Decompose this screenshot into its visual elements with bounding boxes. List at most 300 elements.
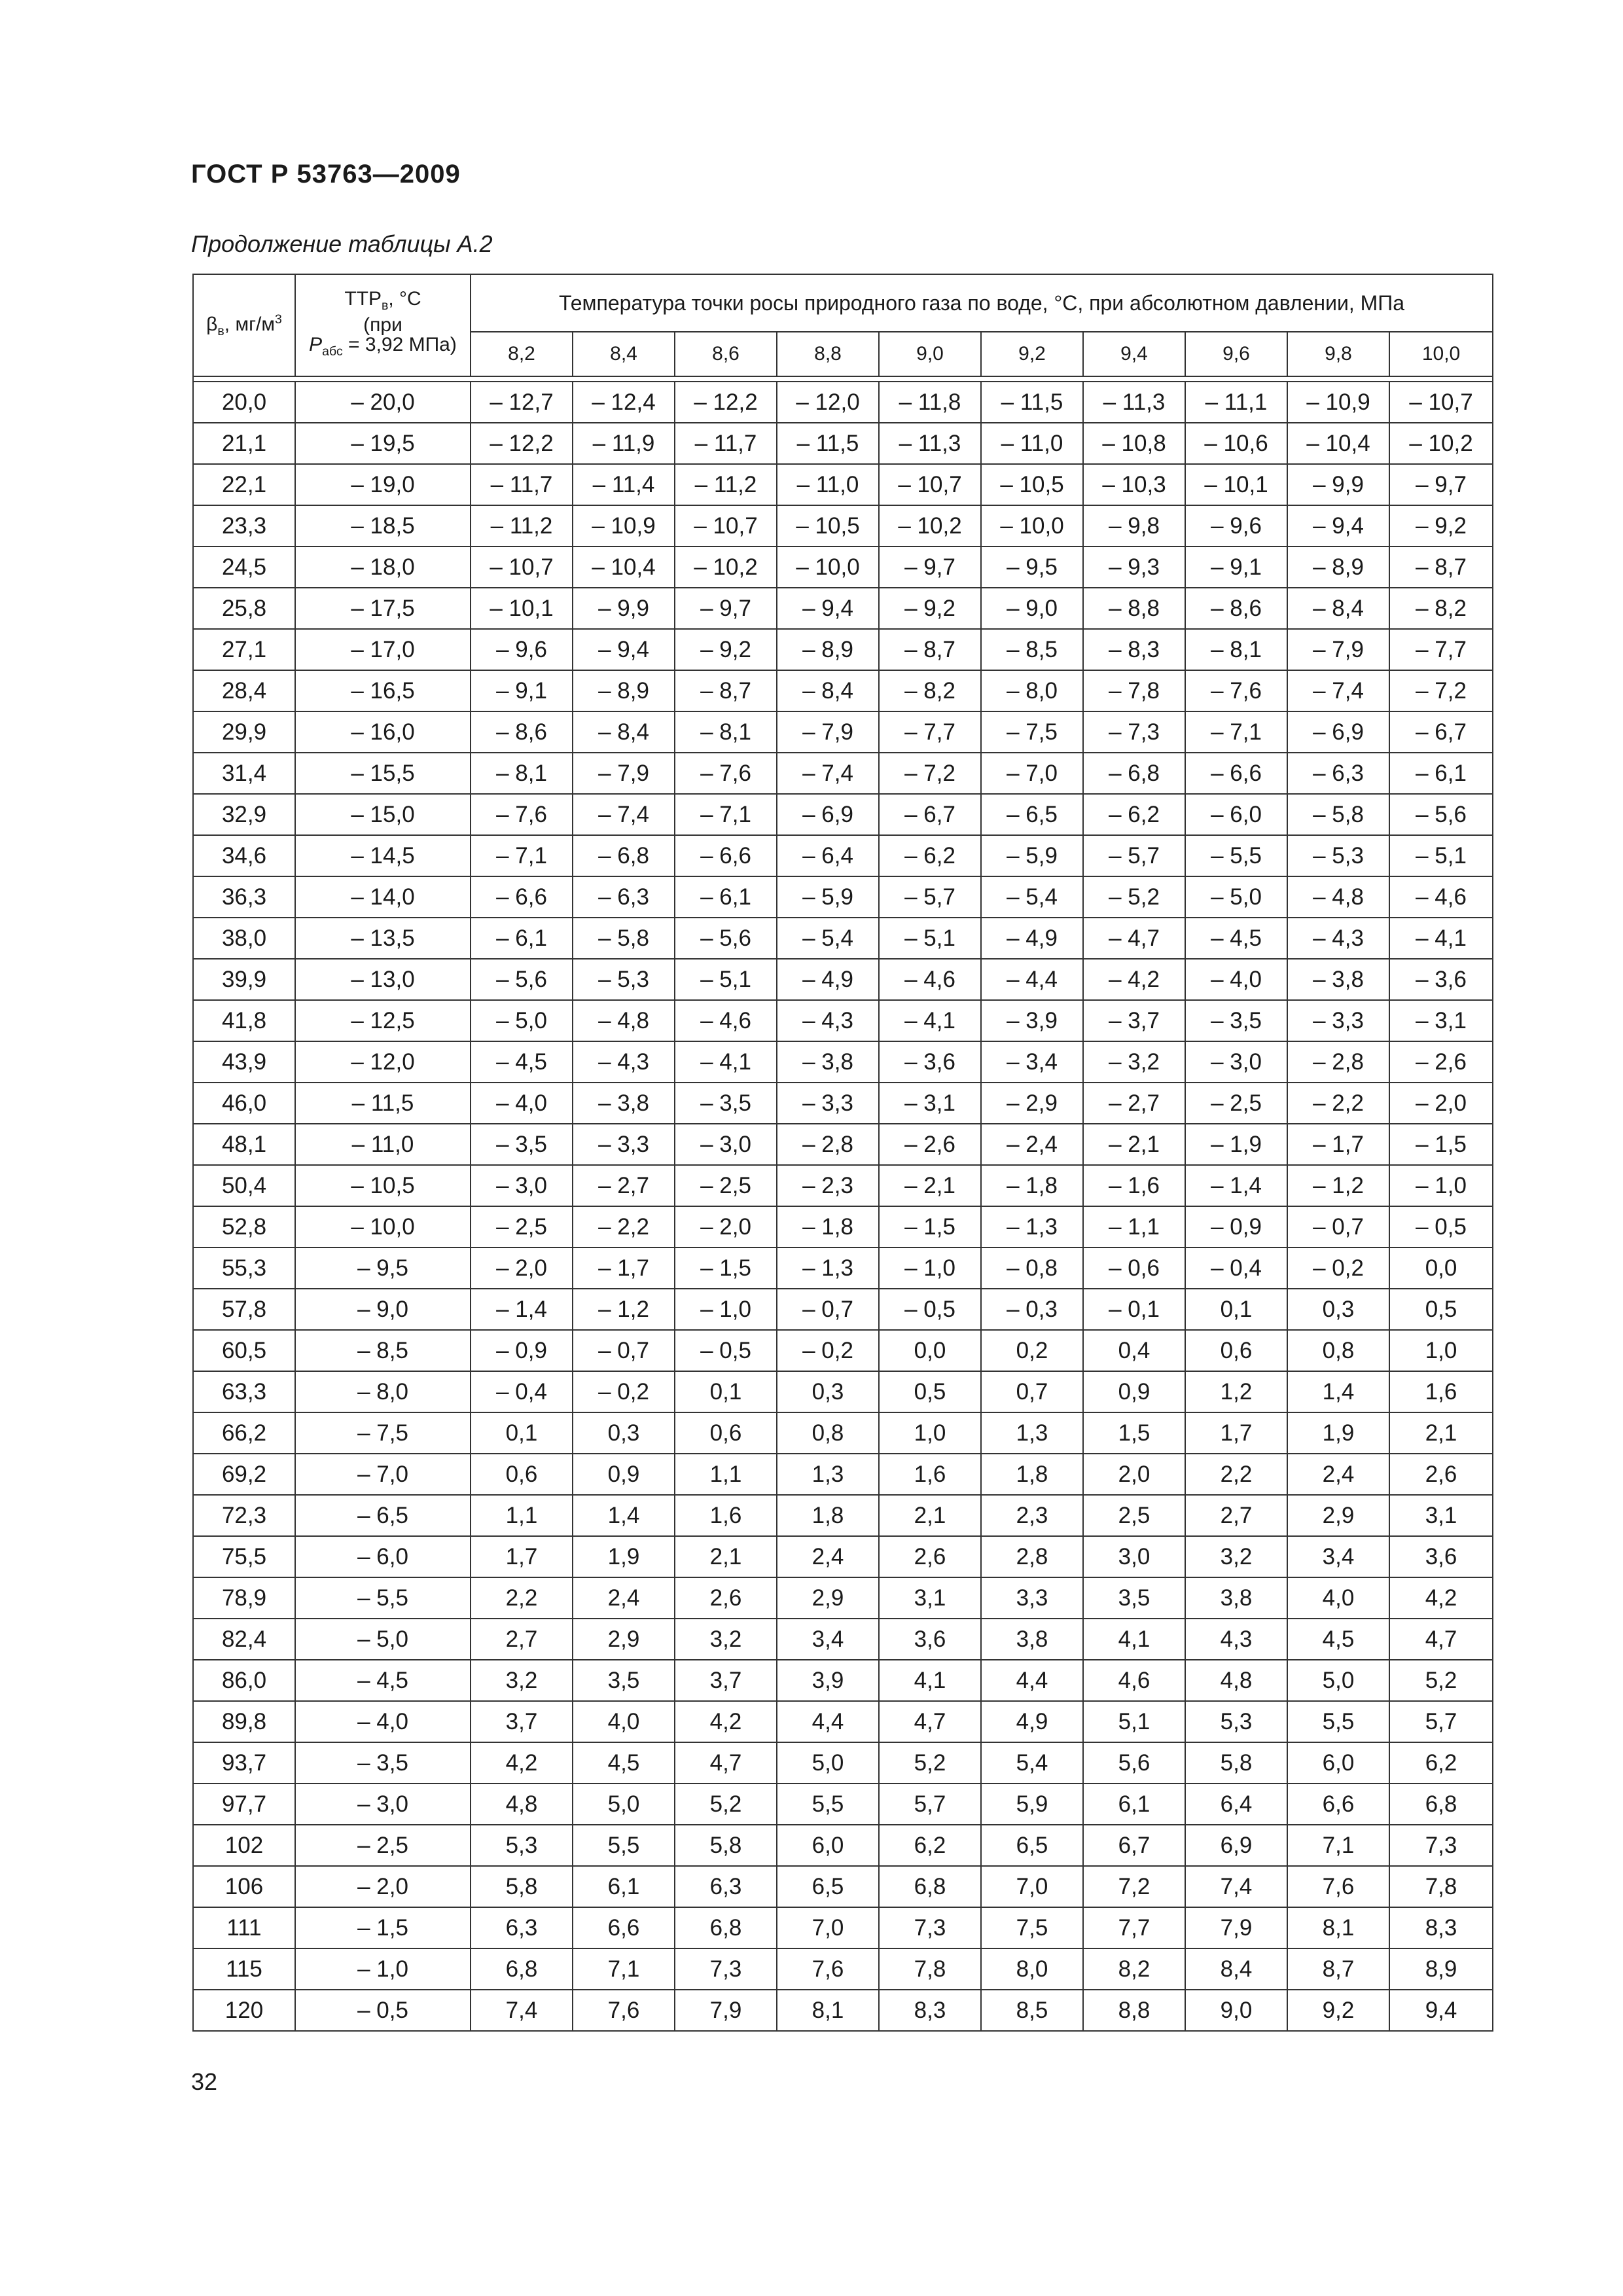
cell-dew-point: 4,8 [471, 1784, 573, 1825]
cell-dew-point: – 7,4 [777, 753, 879, 794]
cell-moisture: 69,2 [193, 1454, 295, 1495]
header-pressure: 8,6 [675, 332, 777, 376]
cell-dew-point: – 11,3 [1083, 382, 1185, 423]
cell-dew-point: – 9,2 [675, 629, 777, 670]
cell-dew-point: 2,2 [1185, 1454, 1287, 1495]
header-dew-point-reference: $ТТР_в$, °С (при $P_{абс} = 3,92$ МПа) [295, 274, 471, 376]
cell-dew-point: – 2,6 [1389, 1041, 1493, 1083]
cell-dew-point: 7,0 [981, 1866, 1083, 1907]
cell-moisture: 31,4 [193, 753, 295, 794]
cell-dew-point: – 3,5 [1185, 1000, 1287, 1041]
cell-dew-point-ref: – 5,5 [295, 1577, 471, 1619]
cell-dew-point: 6,2 [1389, 1742, 1493, 1784]
cell-dew-point-ref: – 8,0 [295, 1371, 471, 1412]
cell-dew-point: – 9,3 [1083, 547, 1185, 588]
cell-moisture: 93,7 [193, 1742, 295, 1784]
cell-dew-point: 4,8 [1185, 1660, 1287, 1701]
cell-dew-point: 0,5 [1389, 1289, 1493, 1330]
cell-moisture: 48,1 [193, 1124, 295, 1165]
cell-moisture: 78,9 [193, 1577, 295, 1619]
cell-dew-point: – 7,1 [1185, 711, 1287, 753]
cell-dew-point: 0,6 [1185, 1330, 1287, 1371]
cell-dew-point: – 3,5 [471, 1124, 573, 1165]
cell-dew-point: 2,6 [879, 1536, 981, 1577]
cell-dew-point: 6,0 [777, 1825, 879, 1866]
cell-dew-point: 0,2 [981, 1330, 1083, 1371]
cell-dew-point: – 3,9 [981, 1000, 1083, 1041]
cell-dew-point: – 1,4 [471, 1289, 573, 1330]
cell-dew-point: – 6,2 [879, 835, 981, 876]
cell-dew-point: 0,3 [777, 1371, 879, 1412]
cell-dew-point: 8,2 [1083, 1948, 1185, 1990]
cell-dew-point: 2,9 [1287, 1495, 1389, 1536]
cell-dew-point: 9,4 [1389, 1990, 1493, 2031]
cell-dew-point: – 9,7 [675, 588, 777, 629]
cell-dew-point: – 8,4 [1287, 588, 1389, 629]
cell-dew-point: – 6,6 [675, 835, 777, 876]
cell-dew-point: – 8,9 [777, 629, 879, 670]
table-row [193, 1289, 1493, 1330]
cell-dew-point: – 4,0 [471, 1083, 573, 1124]
cell-dew-point: 3,0 [1083, 1536, 1185, 1577]
cell-dew-point-ref: – 2,5 [295, 1825, 471, 1866]
cell-dew-point: – 10,2 [675, 547, 777, 588]
header-pressure: 9,8 [1287, 332, 1389, 376]
cell-dew-point: – 5,6 [675, 918, 777, 959]
cell-dew-point: 6,8 [879, 1866, 981, 1907]
cell-dew-point: – 0,1 [1083, 1289, 1185, 1330]
cell-dew-point: 4,7 [1389, 1619, 1493, 1660]
table-row [193, 1907, 1493, 1948]
cell-dew-point: – 4,6 [1389, 876, 1493, 918]
cell-dew-point: – 8,6 [471, 711, 573, 753]
cell-dew-point: 7,5 [981, 1907, 1083, 1948]
cell-dew-point: – 10,9 [1287, 382, 1389, 423]
cell-moisture: 29,9 [193, 711, 295, 753]
cell-dew-point: – 3,8 [777, 1041, 879, 1083]
cell-dew-point: 8,1 [777, 1990, 879, 2031]
cell-dew-point: – 1,3 [981, 1206, 1083, 1247]
cell-dew-point: 2,9 [573, 1619, 675, 1660]
cell-dew-point: – 10,0 [777, 547, 879, 588]
cell-dew-point: – 11,2 [471, 505, 573, 547]
cell-dew-point: – 2,6 [879, 1124, 981, 1165]
cell-dew-point: – 6,4 [777, 835, 879, 876]
cell-dew-point: – 5,0 [471, 1000, 573, 1041]
table-row [193, 588, 1493, 629]
cell-dew-point: 0,0 [1389, 1247, 1493, 1289]
cell-dew-point-ref: – 18,5 [295, 505, 471, 547]
cell-dew-point: – 4,0 [1185, 959, 1287, 1000]
cell-dew-point: – 3,0 [675, 1124, 777, 1165]
cell-dew-point: 7,4 [471, 1990, 573, 2031]
header-pressure-group: Температура точки росы природного газа по воде, °С, при абсолютном давлении, МПа [471, 274, 1493, 332]
table-row [193, 959, 1493, 1000]
cell-dew-point: – 4,9 [981, 918, 1083, 959]
cell-dew-point: 7,8 [879, 1948, 981, 1990]
cell-dew-point: – 8,1 [471, 753, 573, 794]
cell-dew-point: – 4,5 [471, 1041, 573, 1083]
cell-dew-point: 7,9 [1185, 1907, 1287, 1948]
cell-dew-point: – 7,6 [675, 753, 777, 794]
cell-dew-point-ref: – 10,5 [295, 1165, 471, 1206]
table-row [193, 464, 1493, 505]
cell-dew-point: – 4,7 [1083, 918, 1185, 959]
cell-dew-point-ref: – 9,5 [295, 1247, 471, 1289]
table-row [193, 1990, 1493, 2031]
cell-moisture: 46,0 [193, 1083, 295, 1124]
cell-dew-point: – 1,9 [1185, 1124, 1287, 1165]
cell-dew-point: – 1,2 [573, 1289, 675, 1330]
table-row [193, 1701, 1493, 1742]
table-row [193, 1454, 1493, 1495]
cell-dew-point: 6,9 [1185, 1825, 1287, 1866]
cell-dew-point: 0,8 [1287, 1330, 1389, 1371]
cell-dew-point: – 9,4 [573, 629, 675, 670]
table-row [193, 1000, 1493, 1041]
cell-dew-point: 8,3 [1389, 1907, 1493, 1948]
table-row [193, 1577, 1493, 1619]
cell-dew-point: 7,2 [1083, 1866, 1185, 1907]
cell-dew-point: 6,7 [1083, 1825, 1185, 1866]
cell-dew-point: 3,3 [981, 1577, 1083, 1619]
cell-dew-point: – 11,2 [675, 464, 777, 505]
cell-dew-point: – 10,7 [675, 505, 777, 547]
cell-dew-point: – 0,9 [1185, 1206, 1287, 1247]
cell-dew-point: 5,6 [1083, 1742, 1185, 1784]
cell-dew-point: – 5,1 [675, 959, 777, 1000]
cell-dew-point: – 2,2 [573, 1206, 675, 1247]
cell-dew-point: 0,0 [879, 1330, 981, 1371]
cell-dew-point: – 6,5 [981, 794, 1083, 835]
cell-dew-point: 6,3 [675, 1866, 777, 1907]
cell-dew-point-ref: – 16,0 [295, 711, 471, 753]
cell-dew-point: – 10,6 [1185, 423, 1287, 464]
cell-dew-point: 5,0 [777, 1742, 879, 1784]
cell-dew-point: 5,7 [1389, 1701, 1493, 1742]
table-row [193, 794, 1493, 835]
cell-dew-point: – 7,0 [981, 753, 1083, 794]
cell-dew-point: 0,1 [471, 1412, 573, 1454]
cell-moisture: 28,4 [193, 670, 295, 711]
cell-dew-point: 1,8 [981, 1454, 1083, 1495]
cell-dew-point: – 6,9 [1287, 711, 1389, 753]
cell-moisture: 63,3 [193, 1371, 295, 1412]
cell-dew-point: – 12,2 [471, 423, 573, 464]
cell-dew-point: 1,1 [675, 1454, 777, 1495]
cell-dew-point: – 2,5 [471, 1206, 573, 1247]
cell-dew-point: 6,6 [573, 1907, 675, 1948]
cell-dew-point: – 8,7 [1389, 547, 1493, 588]
cell-dew-point-ref: – 18,0 [295, 547, 471, 588]
cell-dew-point: 5,5 [1287, 1701, 1389, 1742]
cell-dew-point: – 0,7 [777, 1289, 879, 1330]
cell-dew-point: – 7,8 [1083, 670, 1185, 711]
cell-dew-point: 7,8 [1389, 1866, 1493, 1907]
cell-dew-point-ref: – 14,0 [295, 876, 471, 918]
cell-dew-point: – 3,5 [675, 1083, 777, 1124]
cell-dew-point: 3,7 [471, 1701, 573, 1742]
cell-dew-point: 3,5 [573, 1660, 675, 1701]
cell-dew-point: 0,3 [1287, 1289, 1389, 1330]
table-row [193, 1330, 1493, 1371]
cell-dew-point: – 1,5 [1389, 1124, 1493, 1165]
cell-dew-point: – 2,7 [1083, 1083, 1185, 1124]
cell-dew-point: 6,2 [879, 1825, 981, 1866]
cell-dew-point: 6,1 [573, 1866, 675, 1907]
cell-dew-point-ref: – 20,0 [295, 382, 471, 423]
cell-dew-point: – 8,1 [1185, 629, 1287, 670]
cell-dew-point: – 4,1 [879, 1000, 981, 1041]
cell-dew-point-ref: – 2,0 [295, 1866, 471, 1907]
cell-dew-point: – 5,8 [573, 918, 675, 959]
cell-dew-point: 3,2 [1185, 1536, 1287, 1577]
cell-dew-point: – 0,5 [675, 1330, 777, 1371]
cell-moisture: 66,2 [193, 1412, 295, 1454]
cell-dew-point: 3,9 [777, 1660, 879, 1701]
cell-dew-point: – 4,8 [1287, 876, 1389, 918]
cell-dew-point: – 2,8 [1287, 1041, 1389, 1083]
table-row [193, 1742, 1493, 1784]
cell-dew-point: 3,1 [879, 1577, 981, 1619]
cell-dew-point: – 4,4 [981, 959, 1083, 1000]
cell-dew-point: 5,0 [1287, 1660, 1389, 1701]
cell-dew-point: 4,5 [573, 1742, 675, 1784]
cell-dew-point: 5,2 [675, 1784, 777, 1825]
cell-dew-point: – 5,4 [981, 876, 1083, 918]
cell-dew-point: – 3,3 [1287, 1000, 1389, 1041]
cell-dew-point: – 10,5 [981, 464, 1083, 505]
cell-dew-point: 3,4 [1287, 1536, 1389, 1577]
cell-dew-point: – 9,8 [1083, 505, 1185, 547]
cell-dew-point-ref: – 19,5 [295, 423, 471, 464]
cell-moisture: 86,0 [193, 1660, 295, 1701]
cell-dew-point: – 9,6 [1185, 505, 1287, 547]
header-moisture-content: $\beta_в$, $мг/м^3$ [193, 274, 295, 376]
cell-dew-point-ref: – 1,0 [295, 1948, 471, 1990]
cell-dew-point: 8,9 [1389, 1948, 1493, 1990]
cell-dew-point: 1,6 [879, 1454, 981, 1495]
cell-dew-point: – 0,4 [1185, 1247, 1287, 1289]
cell-moisture: 27,1 [193, 629, 295, 670]
cell-dew-point: 4,4 [777, 1701, 879, 1742]
table-row [193, 629, 1493, 670]
cell-dew-point: – 0,2 [777, 1330, 879, 1371]
cell-dew-point: 0,8 [777, 1412, 879, 1454]
cell-dew-point: – 6,7 [1389, 711, 1493, 753]
cell-dew-point: 4,0 [573, 1701, 675, 1742]
cell-dew-point: – 12,7 [471, 382, 573, 423]
table-row [193, 1083, 1493, 1124]
cell-dew-point: – 10,5 [777, 505, 879, 547]
cell-dew-point: – 1,2 [1287, 1165, 1389, 1206]
cell-dew-point: 2,5 [1083, 1495, 1185, 1536]
cell-dew-point: 1,2 [1185, 1371, 1287, 1412]
cell-dew-point: – 4,3 [573, 1041, 675, 1083]
cell-dew-point: 4,4 [981, 1660, 1083, 1701]
cell-dew-point: 0,9 [1083, 1371, 1185, 1412]
cell-dew-point: – 9,0 [981, 588, 1083, 629]
cell-dew-point-ref: – 12,0 [295, 1041, 471, 1083]
cell-dew-point-ref: – 13,5 [295, 918, 471, 959]
cell-dew-point: 2,1 [1389, 1412, 1493, 1454]
cell-dew-point: – 10,7 [471, 547, 573, 588]
cell-dew-point: – 10,1 [1185, 464, 1287, 505]
cell-dew-point: 0,6 [675, 1412, 777, 1454]
cell-dew-point: 1,6 [675, 1495, 777, 1536]
cell-dew-point: 3,6 [1389, 1536, 1493, 1577]
cell-dew-point: – 1,0 [1389, 1165, 1493, 1206]
cell-dew-point: 4,7 [675, 1742, 777, 1784]
cell-dew-point: – 5,6 [471, 959, 573, 1000]
table-row [193, 1247, 1493, 1289]
cell-dew-point: – 4,8 [573, 1000, 675, 1041]
cell-dew-point: – 3,8 [1287, 959, 1389, 1000]
cell-moisture: 89,8 [193, 1701, 295, 1742]
cell-dew-point: – 7,1 [471, 835, 573, 876]
cell-dew-point-ref: – 6,0 [295, 1536, 471, 1577]
header-pressure: 8,2 [471, 332, 573, 376]
cell-dew-point-ref: – 7,0 [295, 1454, 471, 1495]
cell-dew-point: – 8,9 [1287, 547, 1389, 588]
cell-dew-point: – 9,2 [1389, 505, 1493, 547]
cell-dew-point: – 6,6 [1185, 753, 1287, 794]
cell-dew-point: 5,5 [573, 1825, 675, 1866]
cell-dew-point-ref: – 10,0 [295, 1206, 471, 1247]
cell-dew-point: – 2,5 [1185, 1083, 1287, 1124]
cell-dew-point: 5,8 [471, 1866, 573, 1907]
cell-dew-point: 8,4 [1185, 1948, 1287, 1990]
cell-dew-point: 7,6 [1287, 1866, 1389, 1907]
cell-dew-point-ref: – 4,5 [295, 1660, 471, 1701]
cell-dew-point: – 0,7 [573, 1330, 675, 1371]
cell-dew-point: – 5,1 [879, 918, 981, 959]
table-row [193, 1619, 1493, 1660]
cell-dew-point: 3,2 [471, 1660, 573, 1701]
cell-dew-point: – 9,9 [1287, 464, 1389, 505]
cell-dew-point: – 6,8 [573, 835, 675, 876]
cell-dew-point: – 11,5 [981, 382, 1083, 423]
cell-dew-point: 3,4 [777, 1619, 879, 1660]
cell-moisture: 60,5 [193, 1330, 295, 1371]
cell-dew-point: – 4,3 [777, 1000, 879, 1041]
cell-dew-point: – 12,0 [777, 382, 879, 423]
cell-dew-point: – 8,2 [879, 670, 981, 711]
cell-dew-point: 8,1 [1287, 1907, 1389, 1948]
cell-moisture: 72,3 [193, 1495, 295, 1536]
cell-moisture: 75,5 [193, 1536, 295, 1577]
cell-dew-point: 4,3 [1185, 1619, 1287, 1660]
cell-dew-point: – 6,1 [1389, 753, 1493, 794]
cell-dew-point: – 9,4 [777, 588, 879, 629]
cell-dew-point-ref: – 14,5 [295, 835, 471, 876]
cell-dew-point: 6,4 [1185, 1784, 1287, 1825]
cell-dew-point: 5,8 [675, 1825, 777, 1866]
cell-dew-point: 0,1 [1185, 1289, 1287, 1330]
table-row [193, 1371, 1493, 1412]
cell-dew-point: 6,5 [777, 1866, 879, 1907]
cell-dew-point: 1,3 [981, 1412, 1083, 1454]
cell-dew-point: 3,5 [1083, 1577, 1185, 1619]
cell-moisture: 111 [193, 1907, 295, 1948]
cell-dew-point: – 6,0 [1185, 794, 1287, 835]
table-row [193, 1660, 1493, 1701]
cell-dew-point: 3,2 [675, 1619, 777, 1660]
cell-dew-point: 2,1 [879, 1495, 981, 1536]
cell-dew-point: – 1,4 [1185, 1165, 1287, 1206]
cell-dew-point: – 11,8 [879, 382, 981, 423]
cell-dew-point: – 8,3 [1083, 629, 1185, 670]
cell-dew-point: 3,7 [675, 1660, 777, 1701]
cell-dew-point: – 8,0 [981, 670, 1083, 711]
cell-dew-point: – 4,1 [675, 1041, 777, 1083]
cell-dew-point: – 5,9 [981, 835, 1083, 876]
cell-dew-point: – 8,5 [981, 629, 1083, 670]
cell-dew-point: – 2,2 [1287, 1083, 1389, 1124]
cell-dew-point: – 4,3 [1287, 918, 1389, 959]
cell-dew-point: 5,8 [1185, 1742, 1287, 1784]
cell-dew-point: – 5,7 [1083, 835, 1185, 876]
cell-dew-point: – 4,9 [777, 959, 879, 1000]
cell-moisture: 20,0 [193, 382, 295, 423]
cell-dew-point: 2,9 [777, 1577, 879, 1619]
cell-dew-point-ref: – 15,0 [295, 794, 471, 835]
cell-dew-point: – 1,5 [879, 1206, 981, 1247]
cell-dew-point: – 10,9 [573, 505, 675, 547]
cell-dew-point: – 11,5 [777, 423, 879, 464]
cell-dew-point: 6,8 [1389, 1784, 1493, 1825]
cell-dew-point-ref: – 16,5 [295, 670, 471, 711]
table-row [193, 1825, 1493, 1866]
cell-dew-point: 0,7 [981, 1371, 1083, 1412]
cell-dew-point: 1,9 [573, 1536, 675, 1577]
cell-dew-point-ref: – 11,5 [295, 1083, 471, 1124]
cell-dew-point: – 2,0 [675, 1206, 777, 1247]
cell-dew-point-ref: – 11,0 [295, 1124, 471, 1165]
cell-dew-point: – 6,8 [1083, 753, 1185, 794]
cell-dew-point: – 2,0 [471, 1247, 573, 1289]
cell-dew-point: – 8,4 [777, 670, 879, 711]
cell-dew-point: – 8,7 [879, 629, 981, 670]
cell-dew-point: – 9,6 [471, 629, 573, 670]
cell-dew-point: 8,7 [1287, 1948, 1389, 1990]
cell-dew-point: – 3,7 [1083, 1000, 1185, 1041]
cell-dew-point: – 8,4 [573, 711, 675, 753]
table-row [193, 918, 1493, 959]
cell-dew-point: – 4,6 [675, 1000, 777, 1041]
cell-dew-point: – 3,1 [1389, 1000, 1493, 1041]
cell-dew-point: – 7,5 [981, 711, 1083, 753]
cell-dew-point: – 3,8 [573, 1083, 675, 1124]
cell-dew-point: – 10,8 [1083, 423, 1185, 464]
cell-dew-point: 2,1 [675, 1536, 777, 1577]
table-row [193, 547, 1493, 588]
cell-dew-point: 1,9 [1287, 1412, 1389, 1454]
cell-dew-point: – 6,9 [777, 794, 879, 835]
cell-dew-point: 6,8 [675, 1907, 777, 1948]
cell-dew-point-ref: – 13,0 [295, 959, 471, 1000]
cell-dew-point: – 2,9 [981, 1083, 1083, 1124]
cell-dew-point: 7,3 [675, 1948, 777, 1990]
cell-moisture: 120 [193, 1990, 295, 2031]
cell-dew-point: – 7,2 [879, 753, 981, 794]
cell-dew-point: 1,4 [1287, 1371, 1389, 1412]
cell-dew-point: 5,1 [1083, 1701, 1185, 1742]
cell-dew-point: – 3,2 [1083, 1041, 1185, 1083]
cell-dew-point: 1,7 [471, 1536, 573, 1577]
cell-dew-point: – 11,0 [777, 464, 879, 505]
cell-dew-point: – 0,7 [1287, 1206, 1389, 1247]
